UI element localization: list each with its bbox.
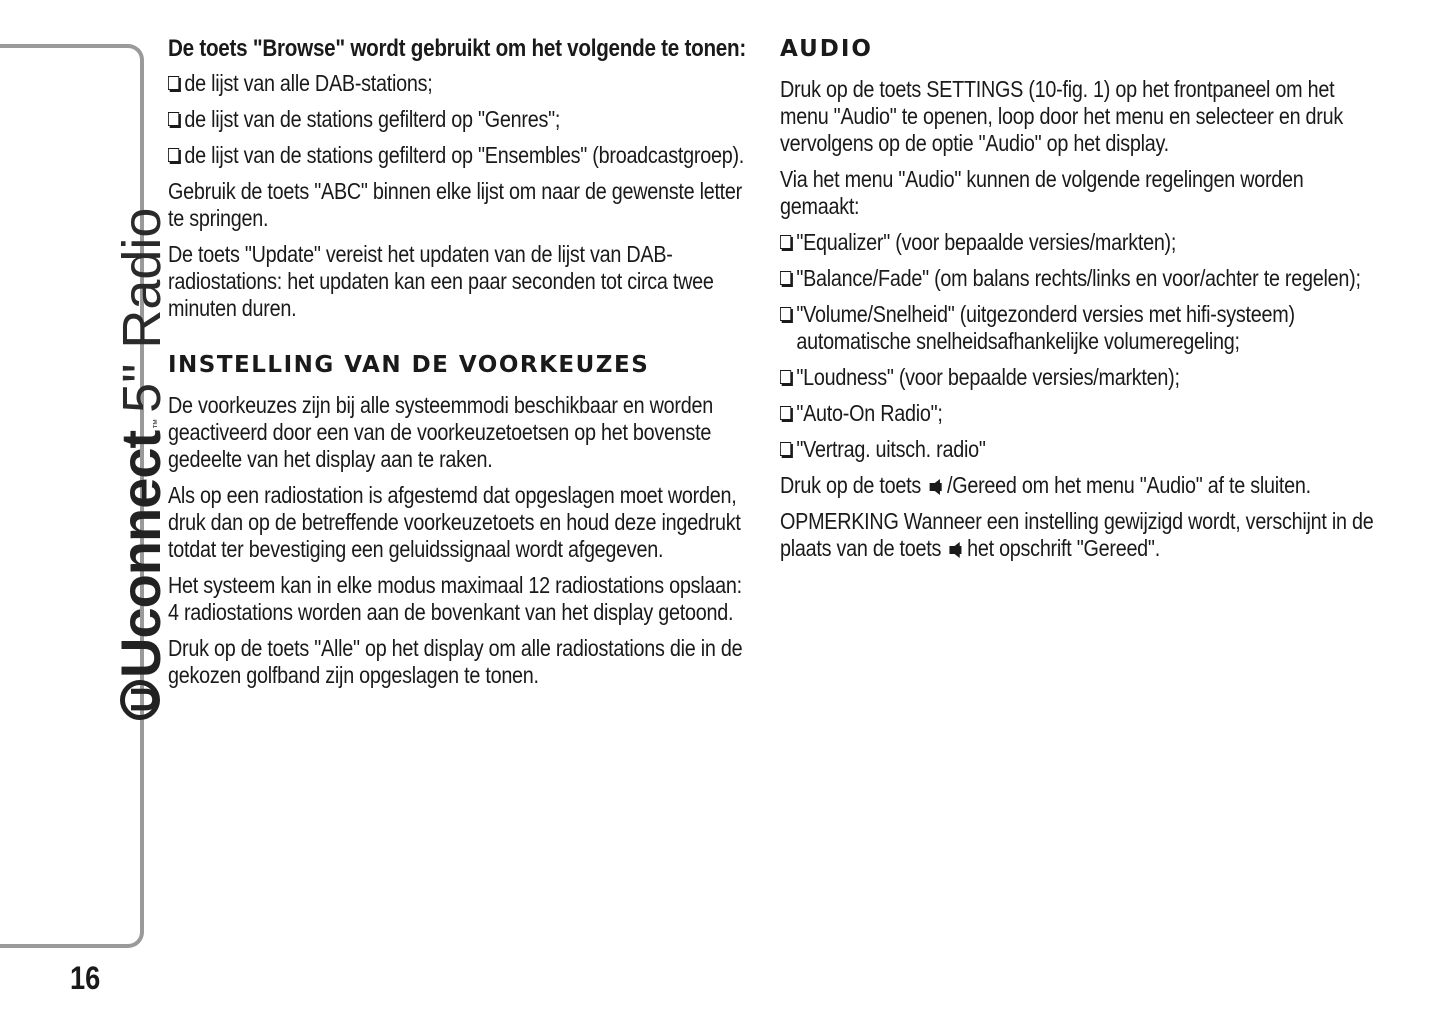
chapter-label: [108, 208, 173, 720]
heading-presets: INSTELLING VAN DE VOORKEUZES: [168, 352, 650, 378]
bullet-icon: [780, 442, 791, 456]
paragraph-close-audio: Druk op de toets /Gereed om het menu "Audio" af te sluiten.: [780, 472, 1311, 498]
list-item: de lijst van de stations gefilterd op "Genres";: [168, 106, 755, 133]
uconnect-logo: [108, 431, 173, 720]
bullet-icon: [780, 271, 791, 285]
chapter-title: 5" Radio: [112, 207, 172, 413]
list-item: de lijst van alle DAB-stations;: [168, 70, 755, 97]
list-item: "Vertrag. uitsch. radio": [780, 436, 1379, 463]
paragraph-update: De toets "Update" vereist het updaten van de lijst van DAB-radiostations: het updaten kan een paar seconden tot circa twee minuten duren.: [168, 241, 714, 321]
bullet-icon: [780, 307, 791, 321]
bullet-icon: [780, 235, 791, 249]
back-arrow-icon: [950, 542, 960, 558]
paragraph-note: OPMERKING Wanneer een instelling gewijzigd wordt, verschijnt in de plaats van de toets het opschrift "Gereed".: [780, 508, 1374, 561]
back-arrow-icon: [930, 479, 940, 495]
left-column: [168, 36, 756, 698]
list-item: "Volume/Snelheid" (uitgezonderd versies met hifi-systeem) automatische snelheidsafhankelijke volumeregeling;: [780, 301, 1379, 355]
trademark: ™: [152, 418, 163, 429]
bullet-icon: [168, 76, 179, 90]
page-number: 16: [70, 960, 101, 996]
bullet-icon: [168, 148, 179, 162]
paragraph-abc: Gebruik de toets "ABC" binnen elke lijst om naar de gewenste letter te springen.: [168, 178, 742, 231]
paragraph-audio-1: Druk op de toets SETTINGS (10-fig. 1) op het frontpaneel om het menu "Audio" te openen, loop door het menu en selecteer en druk vervolgens op de optie "Audio" op het display.: [780, 76, 1344, 156]
paragraph-presets-1: De voorkeuzes zijn bij alle systeemmodi beschikbaar en worden geactiveerd door een van de voorkeuzetoetsen op het bovenste gedeelte van het display aan te raken.: [168, 392, 713, 472]
paragraph-presets-3: Het systeem kan in elke modus maximaal 12 radiostations opslaan: 4 radiostations worden aan de bovenkant van het display getoond.: [168, 572, 742, 625]
uconnect-logo-ring: U: [120, 680, 160, 720]
heading-audio: AUDIO: [780, 36, 873, 62]
browse-intro: De toets "Browse" wordt gebruikt om het volgende te tonen:: [168, 35, 747, 62]
list-item: "Balance/Fade" (om balans rechts/links en voor/achter te regelen);: [780, 265, 1379, 292]
right-column: [780, 36, 1380, 571]
list-item: de lijst van de stations gefilterd op "Ensembles" (broadcastgroep).: [168, 142, 755, 169]
bullet-icon: [780, 406, 791, 420]
paragraph-audio-2: Via het menu "Audio" kunnen de volgende regelingen worden gemaakt:: [780, 166, 1304, 219]
paragraph-presets-2: Als op een radiostation is afgestemd dat opgeslagen moet worden, druk dan op de betreffende voorkeuzetoets en houd deze ingedrukt totdat ter bevestiging een geluidssignaal wordt afgegeven.: [168, 482, 741, 562]
paragraph-presets-4: Druk op de toets "Alle" op het display om alle radiostations die in de gekozen golfband zijn opgeslagen te tonen.: [168, 635, 743, 688]
bullet-icon: [780, 370, 791, 384]
list-item: "Loudness" (voor bepaalde versies/markten);: [780, 364, 1379, 391]
list-item: "Equalizer" (voor bepaalde versies/markten);: [780, 229, 1379, 256]
brand-text: Uconnect: [109, 430, 172, 678]
bullet-icon: [168, 112, 179, 126]
list-item: "Auto-On Radio";: [780, 400, 1379, 427]
